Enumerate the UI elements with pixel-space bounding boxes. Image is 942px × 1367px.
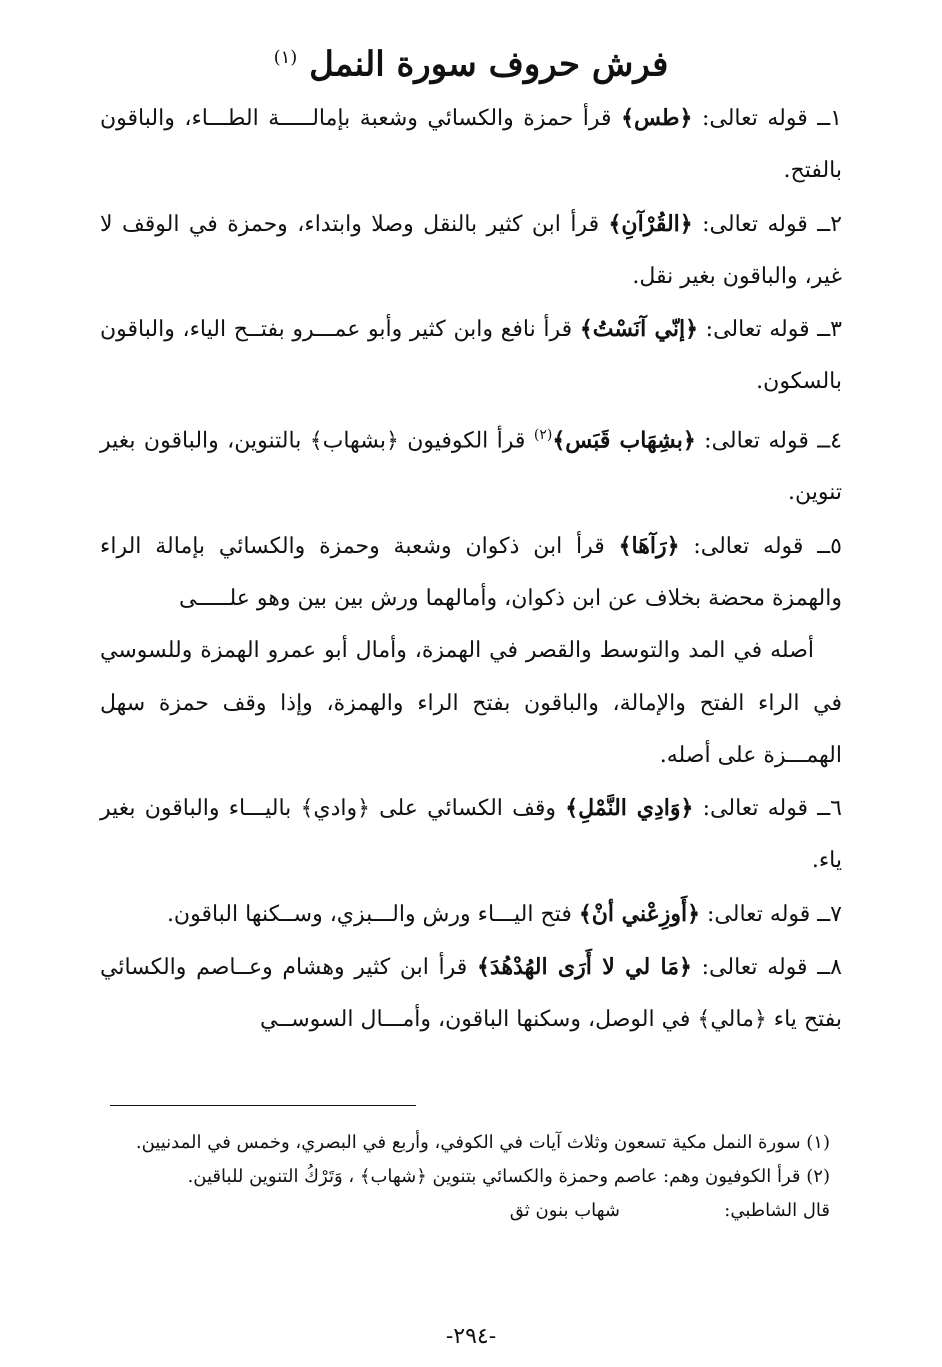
quran-phrase: ﴿وَادِي النَّمْلِ﴾ (565, 795, 694, 822)
paragraph-number: ٨ــ قوله تعالى: (691, 955, 842, 981)
quran-phrase: ﴿مَا لي لا أَرَى الهُدْهُدَ﴾ (477, 954, 692, 981)
paragraph-7 (100, 888, 842, 941)
paragraph-text: قرأ ابن كثير وهشام وعــاصم والكسائي بفتح ياء ﴿مالي﴾ في الوصل، وسكنها الباقون، وأمـــال السوســي (100, 955, 842, 1033)
quran-phrase: ﴿طس﴾ (621, 105, 693, 131)
quote-speaker: قال الشاطبي: (724, 1200, 830, 1221)
quran-phrase: ﴿رَآهَا﴾ (618, 532, 680, 559)
paragraph-text: قرأ نافع وابن كثير وأبو عمـــرو بفتــح الياء، والباقون بالسكون. (100, 317, 842, 395)
paragraph-5-continued (100, 625, 842, 782)
quote-verse: شهاب بنون ثق (509, 1200, 620, 1221)
quran-phrase: ﴿أَوزِعْني أنْ﴾ (578, 900, 701, 927)
paragraph-1 (100, 92, 842, 198)
main-text (100, 92, 842, 1047)
paragraph-number: ٥ــ قوله تعالى: (679, 533, 842, 559)
paragraph-2 (100, 198, 842, 304)
paragraph-text: أصله في المد والتوسط والقصر في الهمزة، وأمال أبو عمرو الهمزة وللسوسي في الراء الفتح والإمالة، والباقون بفتح الراء والهمزة، وإذا وقف حمزة سهل الهمـــزة على أصله. (100, 638, 842, 768)
paragraph-number: ٤ــ قوله تعالى: (695, 428, 842, 454)
title-footnote-marker: (١) (273, 47, 298, 68)
paragraph-number: ١ــ قوله تعالى: (692, 106, 842, 131)
footnote-divider (110, 1105, 416, 1106)
paragraph-number: ٣ــ قوله تعالى: (698, 317, 842, 343)
paragraph-number: ٢ــ قوله تعالى: (692, 211, 842, 237)
quran-phrase: ﴿القُرْآنِ﴾ (608, 210, 693, 237)
quran-phrase: ﴿بشِهَاب قَبَس﴾ (552, 427, 696, 454)
footnote-2: (٢) قرأ الكوفيون وهم: عاصم وحمزة والكسائي بتنوين ﴿شهاب﴾ ، وَتَرْكُ التنوين للباقين. (187, 1166, 830, 1187)
page-title (0, 30, 942, 92)
paragraph-text: وقف الكسائي على ﴿وادي﴾ باليـــاء والباقون بغير ياء. (100, 796, 842, 874)
footnotes (110, 1105, 830, 1228)
page-number: -٢٩٤- (445, 1324, 497, 1349)
paragraph-3 (100, 303, 842, 409)
paragraph-text: قرأ ابن ذكوان وشعبة وحمزة والكسائي بإمالة الراء والهمزة محضة بخلاف عن ابن ذكوان، وأمالهما ورش بين بين وهو علـــــى (100, 533, 842, 611)
paragraph-8 (100, 941, 842, 1047)
paragraph-text: فتح اليـــاء ورش والـــبزي، وســكنها الباقون. (166, 901, 579, 927)
paragraph-text: قرأ الكوفيون ﴿بشهاب﴾ بالتنوين، والباقون بغير تنوين. (100, 428, 842, 506)
paragraph-number: ٧ــ قوله تعالى: (700, 901, 842, 927)
paragraph-5 (100, 520, 842, 626)
paragraph-number: ٦ــ قوله تعالى: (693, 796, 842, 822)
footnote-marker: (٢) (533, 426, 553, 443)
quran-phrase: ﴿إنّي آنَسْتُ﴾ (579, 316, 699, 343)
paragraph-text: قرأ حمزة والكسائي وشعبة بإمالـــــة الطـــاء، والباقون بالفتح. (100, 106, 842, 184)
footnote-1: (١) سورة النمل مكية تسعون وثلاث آيات في الكوفي، وأربع في البصري، وخمس في المدنيين. (135, 1132, 830, 1153)
paragraph-6 (100, 782, 842, 888)
footnote-quote (110, 1194, 830, 1228)
paragraph-text: قرأ ابن كثير بالنقل وصلا وابتداء، وحمزة في الوقف لا غير، والباقون بغير نقل. (100, 211, 842, 289)
paragraph-4 (100, 409, 842, 520)
title-text: فرش حروف سورة النمل (309, 44, 669, 85)
